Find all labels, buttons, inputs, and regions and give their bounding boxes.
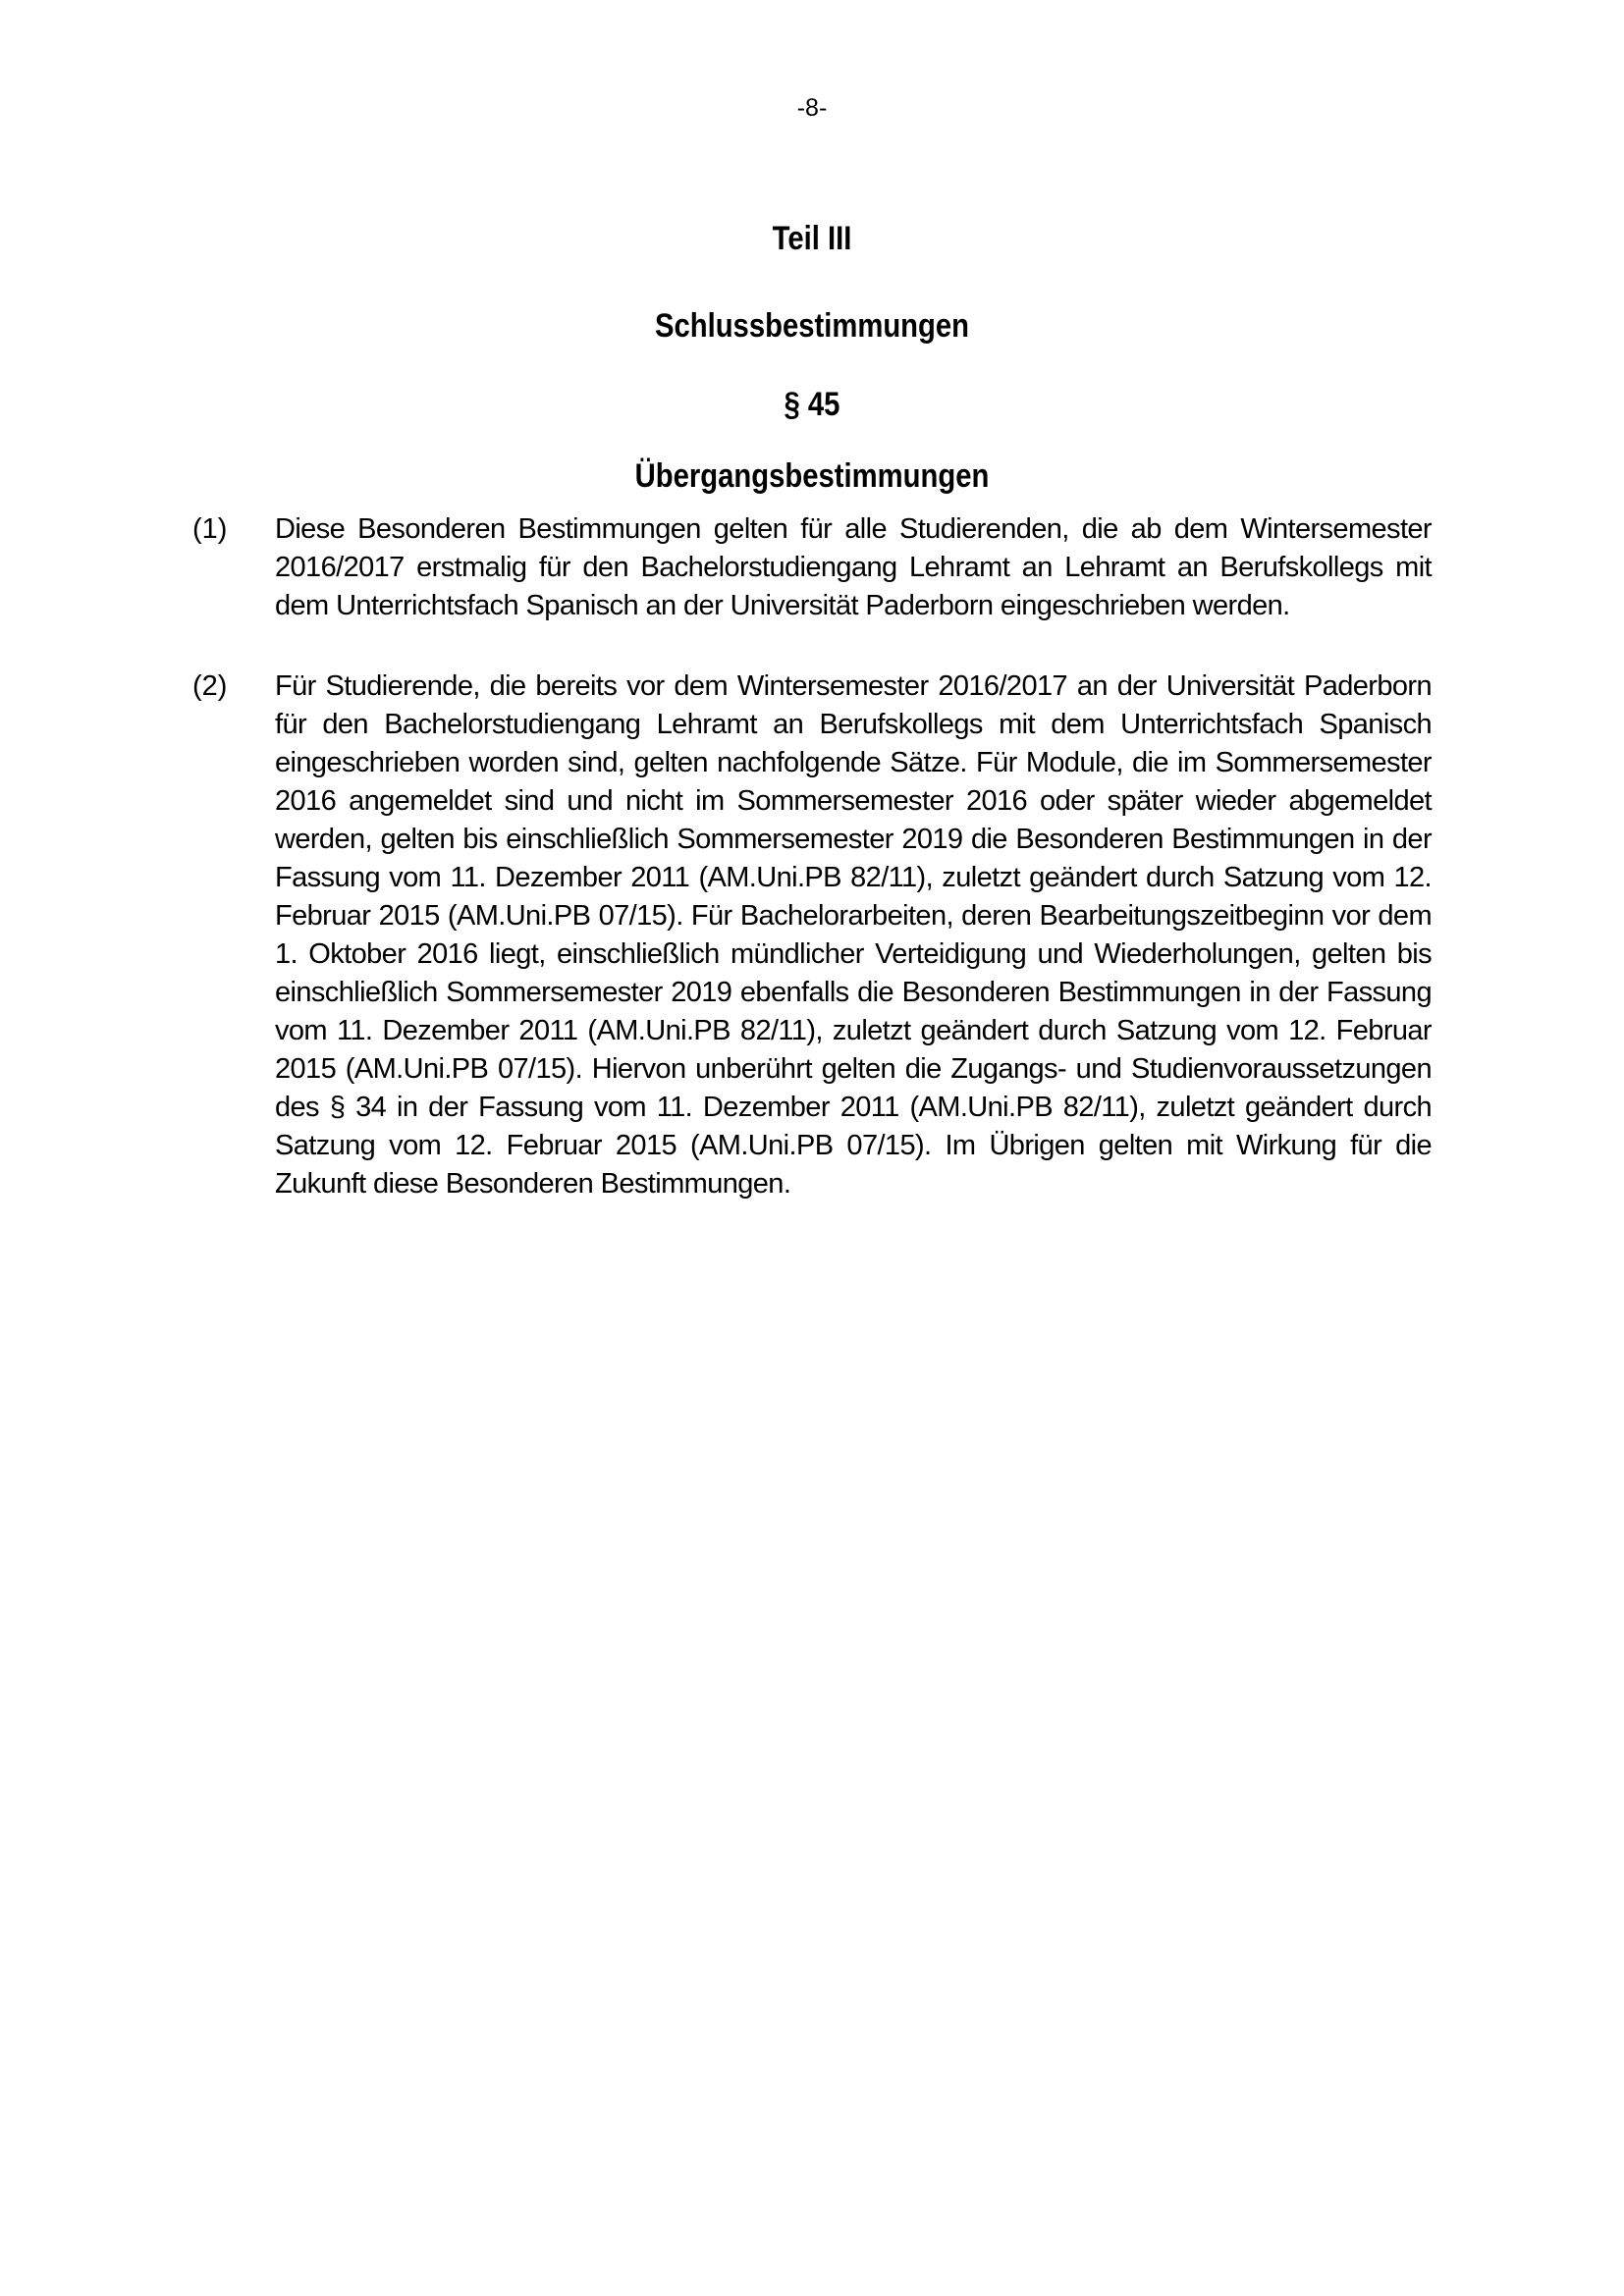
clause-number: (1) <box>192 513 228 545</box>
page-number: -8- <box>796 94 828 122</box>
clause-text: Für Studierende, die bereits vor dem Wintersemester 2016/2017 an der Universität Paderborn für den Bachelorstudiengang Lehramt an Berufskollegs mit dem Unterrichtsfach Spanisch eingeschrieben worden sind, gelten nachfolgende Sätze. Für Module, die im Sommersemester 2016 angemeldet sind und nicht im Sommersemester 2016 oder später wieder abgemeldet werden, gelten bis einschließlich Sommersemester 2019 die Besonderen Bestimmungen in der Fassung vom 11. Dezember 2011 (AM.Uni.PB 82/11), zuletzt geändert durch Satzung vom 12. Februar 2015 (AM.Uni.PB 07/15). Für Bachelorarbeiten, deren Bearbeitungszeitbeginn vor dem 1. Oktober 2016 liegt, einschließlich mündlicher Verteidigung und Wiederholungen, gelten bis einschließlich Sommersemester 2019 ebenfalls die Besonderen Bestimmungen in der Fassung vom 11. Dezember 2011 (AM.Uni.PB 82/11), zuletzt geändert durch Satzung vom 12. Februar 2015 (AM.Uni.PB 07/15). Hiervon unberührt gelten die Zugangs- und Studienvoraussetzungen des § 34 in der Fassung vom 11. Dezember 2011 (AM.Uni.PB 82/11), zuletzt geändert durch Satzung vom 12. Februar 2015 (AM.Uni.PB 07/15). Im Übrigen gelten mit Wirkung für die Zukunft diese Besonderen Bestimmungen. <box>275 670 1432 1200</box>
paragraph-title: Übergangsbestimmungen <box>634 457 990 495</box>
section-title: Schlussbestimmungen <box>654 307 970 345</box>
clause-text: Diese Besonderen Bestimmungen gelten für alle Studierenden, die ab dem Wintersemester 2016/2017 erstmalig für den Bachelorstudiengang Lehramt an Lehramt an Berufskollegs mit dem Unterrichtsfach Spanisch an der Universität Paderborn eingeschrieben werden. <box>275 513 1432 621</box>
paragraph-number: § 45 <box>784 386 840 423</box>
part-heading: Teil III <box>772 220 852 257</box>
clause-number: (2) <box>192 670 228 702</box>
